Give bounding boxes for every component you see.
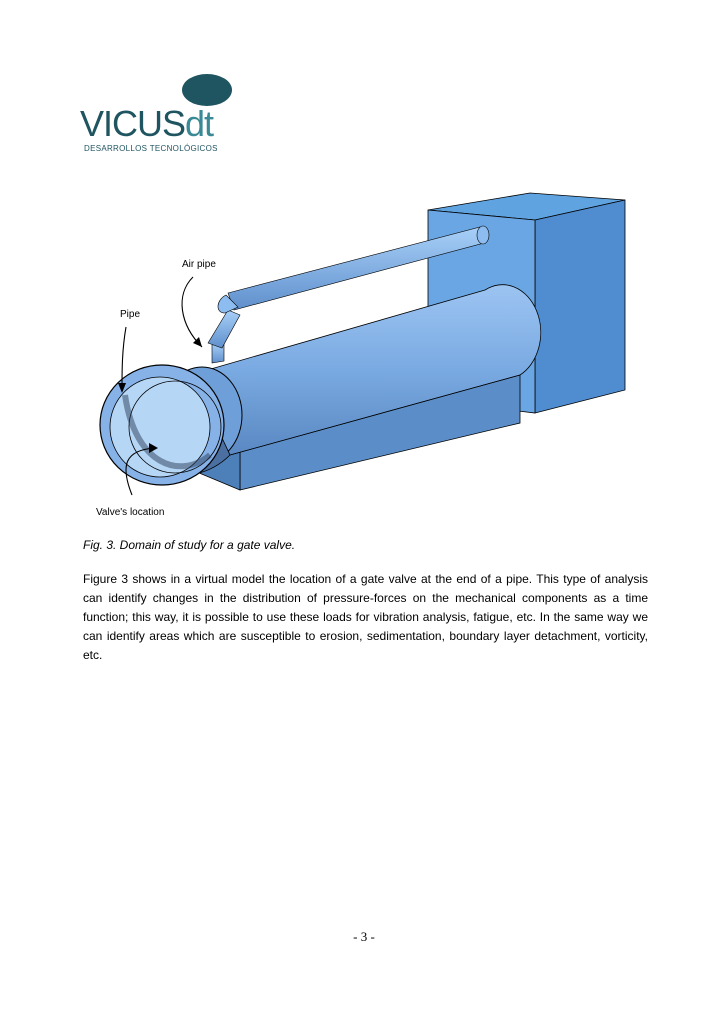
valve-location-label: Valve's location xyxy=(96,507,165,518)
company-logo xyxy=(80,70,260,170)
page-number: - 3 - xyxy=(353,929,375,944)
logo-dot xyxy=(182,74,232,106)
air-pipe-label: Air pipe xyxy=(182,259,216,270)
logo-subtitle: DESARROLLOS TECNOLÓGICOS xyxy=(84,144,218,153)
body-paragraph: Figure 3 shows in a virtual model the location of a gate valve at the end of a pipe. This type of analysis can identify changes in the distribution of pressure-forces on the mechanical components as a time function; this way, it is possible to use these loads for vibration analysis, fatigue, etc. In the same way we can identify areas which are susceptible to erosion, sedimentation, boundary layer detachment, vorticity, etc. xyxy=(83,572,648,662)
pipe-label: Pipe xyxy=(120,309,141,320)
gate-valve-illustration xyxy=(80,165,645,530)
air-pipe-arrow xyxy=(182,277,202,347)
gate-valve-figure xyxy=(80,165,645,530)
logo-wordmark: VICUSdt xyxy=(80,103,214,144)
figure-caption: Fig. 3. Domain of study for a gate valve. xyxy=(83,538,296,552)
